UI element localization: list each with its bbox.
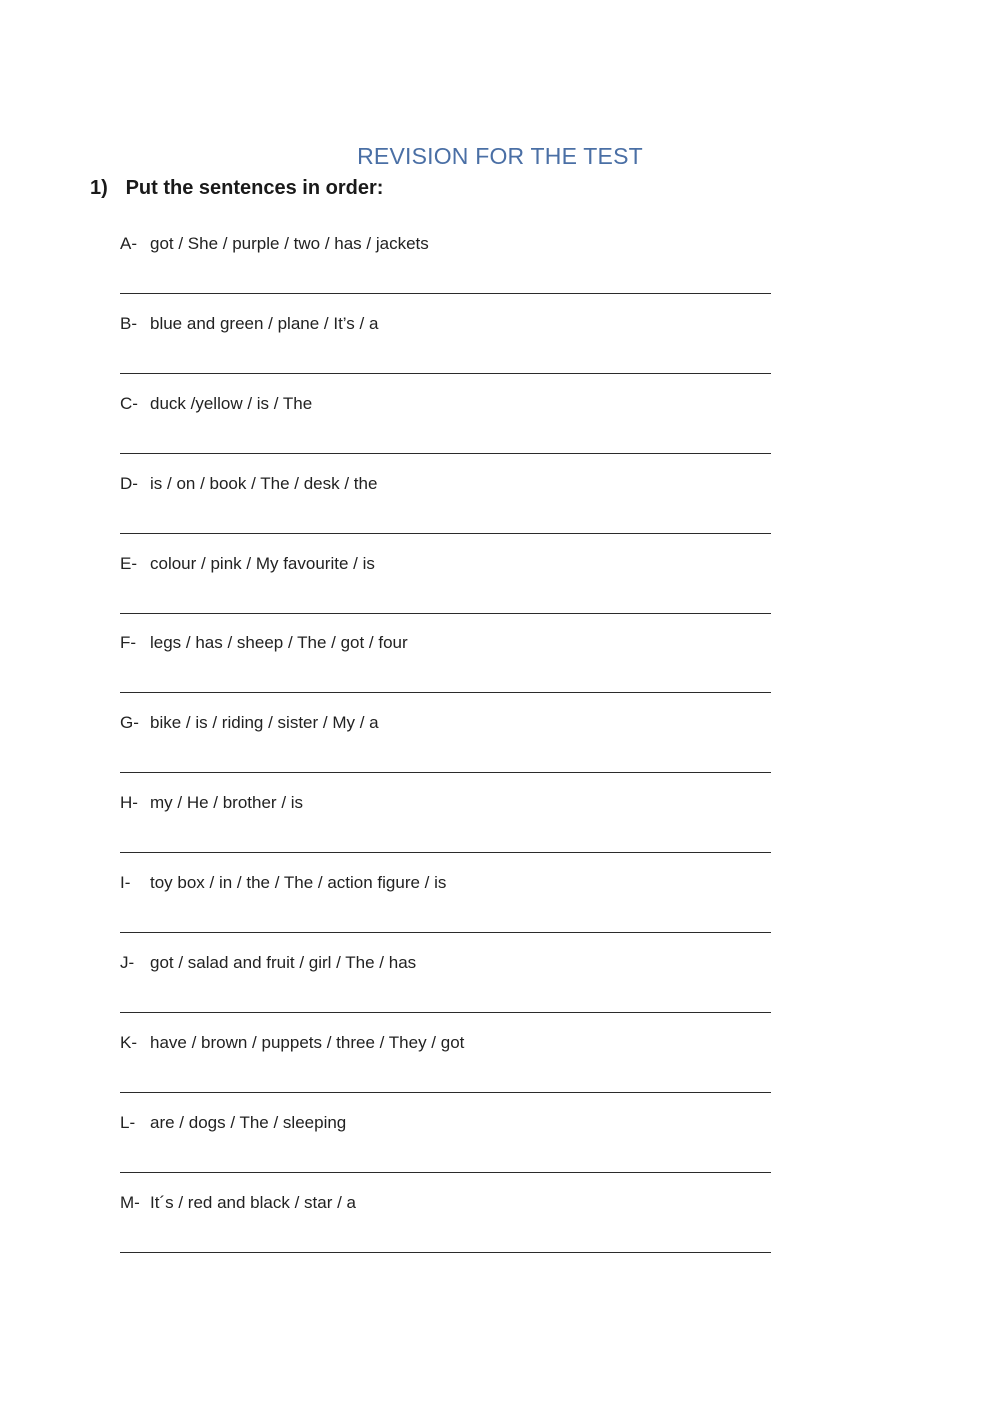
exercise-item [120,869,772,949]
item-words: legs / has / sheep / The / got / four [150,633,408,653]
item-prompt [120,949,416,977]
answer-line[interactable] [120,1012,771,1013]
item-words: colour / pink / My favourite / is [150,553,375,573]
answer-line[interactable] [120,373,771,374]
exercise-item [120,310,772,390]
item-prompt [120,470,377,498]
item-letter: I- [120,873,131,893]
item-letter: F- [120,633,137,653]
question-number: 1) [90,177,108,199]
item-letter: A- [120,234,137,253]
exercise-item [120,1189,772,1269]
item-letter: J- [120,953,135,973]
item-letter: L- [120,1112,136,1132]
exercise-item [120,949,772,1029]
exercise-item [120,230,772,310]
item-prompt [120,390,312,418]
item-prompt [120,310,378,338]
item-letter: E- [120,553,137,573]
item-words: bike / is / riding / sister / My / a [150,713,379,733]
item-prompt [120,869,446,897]
item-words: have / brown / puppets / three / They / got [150,1032,465,1052]
answer-line[interactable] [120,692,771,693]
answer-line[interactable] [120,453,771,454]
answer-line[interactable] [120,852,771,853]
exercise-item [120,1029,772,1109]
exercise-item [120,550,772,630]
exercise-list [120,230,772,1269]
exercise-item [120,789,772,869]
answer-line[interactable] [120,1252,771,1253]
answer-line[interactable] [120,932,771,933]
answer-line[interactable] [120,613,771,614]
exercise-item [120,1109,772,1189]
item-prompt [120,1029,464,1057]
answer-line[interactable] [120,293,771,294]
item-prompt [120,629,408,657]
item-prompt [120,550,375,578]
item-words: duck /yellow / is / The [150,393,313,413]
item-words: are / dogs / The / sleeping [150,1112,347,1132]
item-letter: G- [120,713,139,733]
item-words: got / She / purple / two / has / jackets [150,234,429,253]
question-heading [90,174,383,202]
answer-line[interactable] [120,1092,771,1093]
exercise-item [120,390,772,470]
item-words: my / He / brother / is [150,793,304,813]
item-words: It´s / red and black / star / a [150,1192,356,1212]
exercise-item [120,709,772,789]
item-letter: H- [120,793,138,813]
answer-line[interactable] [120,1172,771,1173]
answer-line[interactable] [120,533,771,534]
item-prompt [120,1189,356,1217]
exercise-item [120,470,772,550]
item-letter: D- [120,473,138,493]
exercise-item [120,629,772,709]
item-prompt [120,230,429,258]
item-letter: B- [120,313,137,333]
item-words: is / on / book / The / desk / the [150,473,378,493]
item-words: blue and green / plane / It’s / a [150,313,379,333]
item-prompt [120,789,303,817]
page-title: REVISION FOR THE TEST [357,143,643,169]
item-prompt [120,1109,346,1137]
answer-line[interactable] [120,772,771,773]
item-words: toy box / in / the / The / action figure / is [150,873,447,893]
item-words: got / salad and fruit / girl / The / has [150,953,417,973]
question-instruction: Put the sentences in order: [125,177,384,199]
item-prompt [120,709,379,737]
item-letter: M- [120,1192,140,1212]
item-letter: K- [120,1032,137,1052]
item-letter: C- [120,393,138,413]
